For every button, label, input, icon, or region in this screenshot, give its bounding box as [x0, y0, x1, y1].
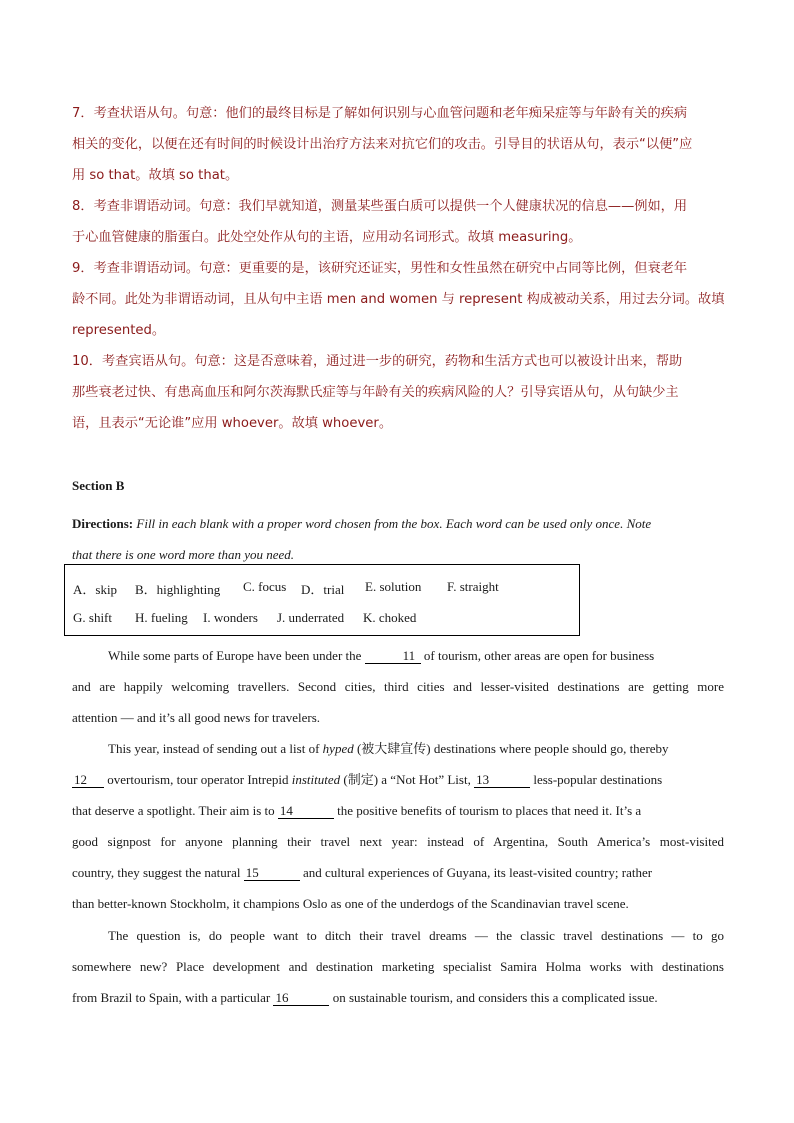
paragraph-line: The question is, do people want to ditch their travel dreams — the classic travel destinations — to go — [108, 928, 724, 943]
text-segment: less-popular destinations — [533, 772, 663, 787]
blank-13[interactable]: 13 — [474, 772, 530, 788]
paragraph-line: attention — and it’s all good news for travelers. — [72, 710, 321, 725]
text-segment: country, they suggest the natural — [72, 865, 241, 880]
paragraph-line — [72, 640, 724, 671]
text-segment: from Brazil to Spain, with a particular — [72, 990, 271, 1005]
word-option: H. fueling — [135, 610, 188, 625]
answer-10-line-1: 10．考查宾语从句。句意：这是否意味着，通过进一步的研究，药物和生活方式也可以被设计出来，帮助 — [72, 354, 683, 369]
answer-explanation-9 — [72, 253, 724, 346]
text-segment: (制定) a “Not Hot” List, — [340, 772, 471, 787]
text-segment: the positive benefits of tourism to places that need it. It’s a — [337, 803, 642, 818]
paragraph-line: somewhere new? Place development and destination marketing specialist Samira Holma works with destinations — [72, 959, 724, 974]
word-box — [64, 564, 580, 636]
answer-7-line-2: 相关的变化，以便在还有时间的时候设计出治疗方法来对抗它们的攻击。引导目的状语从句，表示“以便”应 — [72, 137, 693, 152]
answer-8-line-1: 8．考查非谓语动词。句意：我们早就知道，测量某些蛋白质可以提供一个人健康状况的信息——例如，用 — [72, 199, 688, 214]
text-segment: This year, instead of sending out a list of — [108, 741, 323, 756]
directions — [72, 508, 722, 570]
paragraph-line — [72, 982, 724, 1013]
text-segment: that deserve a spotlight. Their aim is to — [72, 803, 275, 818]
answer-8-line-2: 于心血管健康的脂蛋白。此处空处作从句的主语，应用动名词形式。故填 measuring。 — [72, 230, 582, 245]
word-option: D．trial — [301, 582, 345, 597]
word-option: J. underrated — [277, 610, 345, 625]
text-segment: on sustainable tourism, and considers this a complicated issue. — [332, 990, 658, 1005]
answer-7-line-1: 7．考查状语从句。句意：他们的最终目标是了解如何识别与心血管问题和老年痴呆症等与年龄有关的疾病 — [72, 106, 688, 121]
paragraph-line — [72, 857, 724, 888]
text-italic-hyped: hyped — [322, 741, 354, 756]
directions-label: Directions: — [72, 516, 134, 531]
paragraph-line — [72, 764, 724, 795]
section-title: Section B — [72, 478, 125, 493]
word-option: F. straight — [447, 579, 499, 594]
word-option: K. choked — [363, 610, 417, 625]
word-option: A．skip — [73, 582, 118, 597]
answer-10-line-2: 那些衰老过快、有患高血压和阿尔茨海默氏症等与年龄有关的疾病风险的人？引导宾语从句，从句缺少主 — [72, 385, 679, 400]
answer-explanation-10 — [72, 346, 724, 439]
blank-16[interactable]: 16 — [273, 990, 329, 1006]
paragraph-line: and are happily welcoming travellers. Second cities, third cities and lesser-visited destinations are getting more — [72, 679, 724, 694]
directions-text-1: Fill in each blank with a proper word chosen from the box. Each word can be used only once. Note — [136, 516, 652, 531]
blank-14[interactable]: 14 — [278, 803, 334, 819]
paragraph-line: than better-known Stockholm, it champions Oslo as one of the underdogs of the Scandinavian travel scene. — [72, 896, 629, 911]
blank-11[interactable]: 11 — [365, 648, 421, 664]
blank-12[interactable]: 12 — [72, 772, 104, 788]
word-option: G. shift — [73, 610, 112, 625]
answer-explanation-8 — [72, 191, 724, 253]
passage-paragraph-2 — [72, 733, 724, 919]
blank-15[interactable]: 15 — [244, 865, 300, 881]
word-option: I. wonders — [203, 610, 258, 625]
answer-10-line-3: 语，且表示“无论谁”应用 whoever。故填 whoever。 — [72, 416, 393, 431]
answer-9-line-1: 9．考查非谓语动词。句意：更重要的是，该研究还证实，男性和女性虽然在研究中占同等比例，但衰老年 — [72, 261, 688, 276]
passage-paragraph-1 — [72, 640, 724, 733]
paragraph-line: good signpost for anyone planning their travel next year: instead of Argentina, South America’s most-visited — [72, 834, 724, 849]
answer-9-line-3: represented。 — [72, 323, 166, 338]
text-italic-instituted: instituted — [291, 772, 341, 787]
answer-explanation-7 — [72, 98, 724, 191]
word-option: C. focus — [243, 579, 287, 594]
answer-9-line-2: 龄不同。此处为非谓语动词，且从句中主语 men and women 与 represent 构成被动关系，用过去分词。故填 — [72, 292, 724, 307]
text-segment: While some parts of Europe have been under the — [108, 648, 362, 663]
word-option: E. solution — [365, 579, 422, 594]
word-option: B．highlighting — [135, 582, 221, 597]
answer-7-line-3: 用 so that。故填 so that。 — [72, 168, 239, 183]
paragraph-line — [72, 795, 724, 826]
directions-text-2: that there is one word more than you need. — [72, 547, 295, 562]
paragraph-line — [72, 733, 724, 764]
passage-paragraph-3 — [72, 920, 724, 1013]
text-segment: and cultural experiences of Guyana, its least-visited country; rather — [302, 865, 653, 880]
text-segment: overtourism, tour operator Intrepid — [107, 772, 292, 787]
text-segment: (被大肆宣传) destinations where people should go, thereby — [353, 741, 669, 756]
text-segment: of tourism, other areas are open for business — [423, 648, 655, 663]
